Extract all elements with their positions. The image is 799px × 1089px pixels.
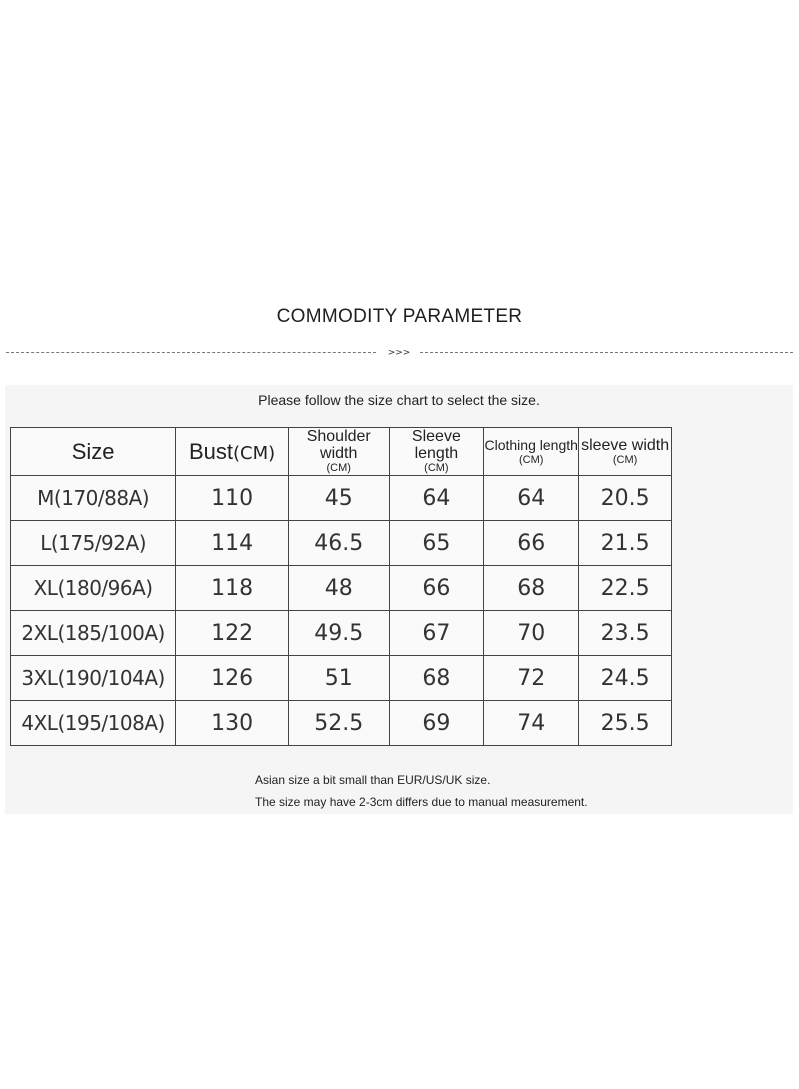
header-bust-label: Bust xyxy=(188,438,234,464)
cell-clothing-length: 74 xyxy=(484,701,579,746)
header-bust-unit: (CM) xyxy=(233,442,276,464)
header-clothing-length xyxy=(484,428,579,476)
header-size xyxy=(11,428,176,476)
table-row xyxy=(11,476,672,521)
cell-sleeve-width: 25.5 xyxy=(579,701,672,746)
cell-sleeve-length: 64 xyxy=(389,476,484,521)
note-measurement-tolerance: The size may have 2-3cm differs due to manual measurement. xyxy=(255,795,588,809)
cell-size: 4XL(195/108A) xyxy=(11,701,176,746)
cell-sleeve-length: 68 xyxy=(389,656,484,701)
header-size-label: Size xyxy=(71,438,115,464)
cell-clothing-length: 72 xyxy=(484,656,579,701)
cell-sleeve-width: 22.5 xyxy=(579,566,672,611)
cell-clothing-length: 70 xyxy=(484,611,579,656)
cell-clothing-length: 66 xyxy=(484,521,579,566)
page-title: COMMODITY PARAMETER xyxy=(276,306,523,327)
cell-shoulder-width: 49.5 xyxy=(288,611,389,656)
cell-bust: 122 xyxy=(176,611,289,656)
header-clothing-length-unit: (CM) xyxy=(518,453,544,466)
cell-sleeve-width: 20.5 xyxy=(579,476,672,521)
cell-bust: 110 xyxy=(176,476,289,521)
section-divider xyxy=(6,346,793,360)
cell-sleeve-width: 24.5 xyxy=(579,656,672,701)
cell-size: 2XL(185/100A) xyxy=(11,611,176,656)
header-bust xyxy=(176,428,289,476)
header-sleeve-width-label: sleeve width xyxy=(581,436,670,454)
header-sleeve-length-unit: (CM) xyxy=(424,462,449,474)
table-row xyxy=(11,611,672,656)
cell-size: L(175/92A) xyxy=(11,521,176,566)
cell-bust: 126 xyxy=(176,656,289,701)
header-sleeve-length xyxy=(389,428,484,476)
header-clothing-length-label: Clothing length xyxy=(484,436,578,453)
cell-clothing-length: 68 xyxy=(484,566,579,611)
header-shoulder-width-label: Shoulder width xyxy=(306,428,371,462)
cell-shoulder-width: 46.5 xyxy=(288,521,389,566)
cell-shoulder-width: 52.5 xyxy=(288,701,389,746)
table-row xyxy=(11,521,672,566)
cell-sleeve-length: 66 xyxy=(389,566,484,611)
header-shoulder-width xyxy=(288,428,389,476)
header-shoulder-width-unit: (CM) xyxy=(326,462,351,474)
cell-shoulder-width: 45 xyxy=(288,476,389,521)
table-row xyxy=(11,566,672,611)
chevrons-right-icon: >>> xyxy=(387,348,411,358)
size-chart-panel xyxy=(5,385,793,814)
size-table xyxy=(10,427,672,746)
cell-bust: 118 xyxy=(176,566,289,611)
size-notes xyxy=(255,769,588,813)
cell-clothing-length: 64 xyxy=(484,476,579,521)
cell-sleeve-length: 65 xyxy=(389,521,484,566)
cell-sleeve-length: 67 xyxy=(389,611,484,656)
size-chart-instruction: Please follow the size chart to select the size. xyxy=(258,392,540,408)
cell-size: M(170/88A) xyxy=(11,476,176,521)
divider-line-right xyxy=(420,352,793,353)
cell-shoulder-width: 51 xyxy=(288,656,389,701)
cell-sleeve-width: 21.5 xyxy=(579,521,672,566)
header-bust-wrapper xyxy=(176,439,288,465)
header-sleeve-width xyxy=(579,428,672,476)
table-header-row xyxy=(11,428,672,476)
divider-line-left xyxy=(6,352,376,353)
note-asian-size: Asian size a bit small than EUR/US/UK size. xyxy=(255,773,491,787)
cell-size: 3XL(190/104A) xyxy=(11,656,176,701)
header-sleeve-length-label: Sleeve length xyxy=(411,428,461,462)
cell-size: XL(180/96A) xyxy=(11,566,176,611)
table-row xyxy=(11,701,672,746)
cell-bust: 114 xyxy=(176,521,289,566)
header-sleeve-width-unit: (CM) xyxy=(612,453,638,466)
cell-shoulder-width: 48 xyxy=(288,566,389,611)
cell-bust: 130 xyxy=(176,701,289,746)
table-row xyxy=(11,656,672,701)
cell-sleeve-width: 23.5 xyxy=(579,611,672,656)
cell-sleeve-length: 69 xyxy=(389,701,484,746)
